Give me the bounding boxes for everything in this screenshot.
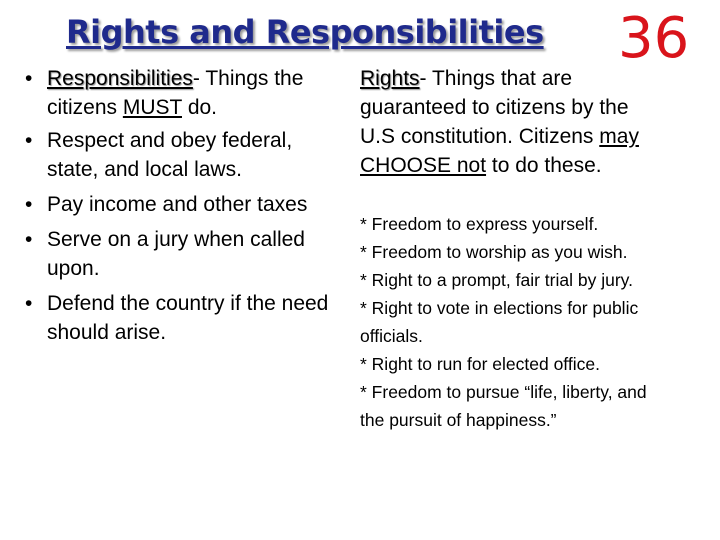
list-item: • Defend the country if the need should arise. [24, 289, 340, 347]
responsibilities-definition-emph: MUST [122, 96, 182, 119]
list-item: * Freedom to worship as you wish. [360, 242, 628, 262]
list-item: * Freedom to pursue “life, liberty, and the pursuit of happiness.” [360, 382, 647, 430]
slide-number: 36 [618, 6, 690, 71]
list-item: • Respect and obey federal, state, and local laws. [24, 126, 340, 184]
rights-list [360, 210, 660, 434]
rights-definition [360, 64, 660, 180]
list-item: * Right to run for elected office. [360, 354, 600, 374]
responsibilities-definition-post: do. [181, 96, 218, 119]
responsibilities-list [24, 64, 340, 353]
rights-term: Rights [360, 67, 420, 90]
rights-definition-post: to do these. [486, 154, 602, 177]
rights-definition-emph: may CHOOSE not [360, 125, 639, 177]
list-item: • Serve on a jury when called upon. [24, 225, 340, 283]
list-item: * Right to a prompt, fair trial by jury. [360, 270, 633, 290]
list-item: • Pay income and other taxes [24, 190, 340, 219]
rights-definition-pre: - Things that are guaranteed to citizens by the U.S constitution. Citizens [360, 67, 629, 148]
responsibilities-term: Responsibilities [47, 67, 193, 90]
responsibilities-definition-pre: - Things the citizens [47, 67, 304, 119]
list-item: * Right to vote in elections for public officials. [360, 298, 639, 346]
responsibilities-definition [24, 64, 340, 122]
slide-title: Rights and Responsibilities [66, 13, 544, 51]
list-item: * Freedom to express yourself. [360, 214, 599, 234]
